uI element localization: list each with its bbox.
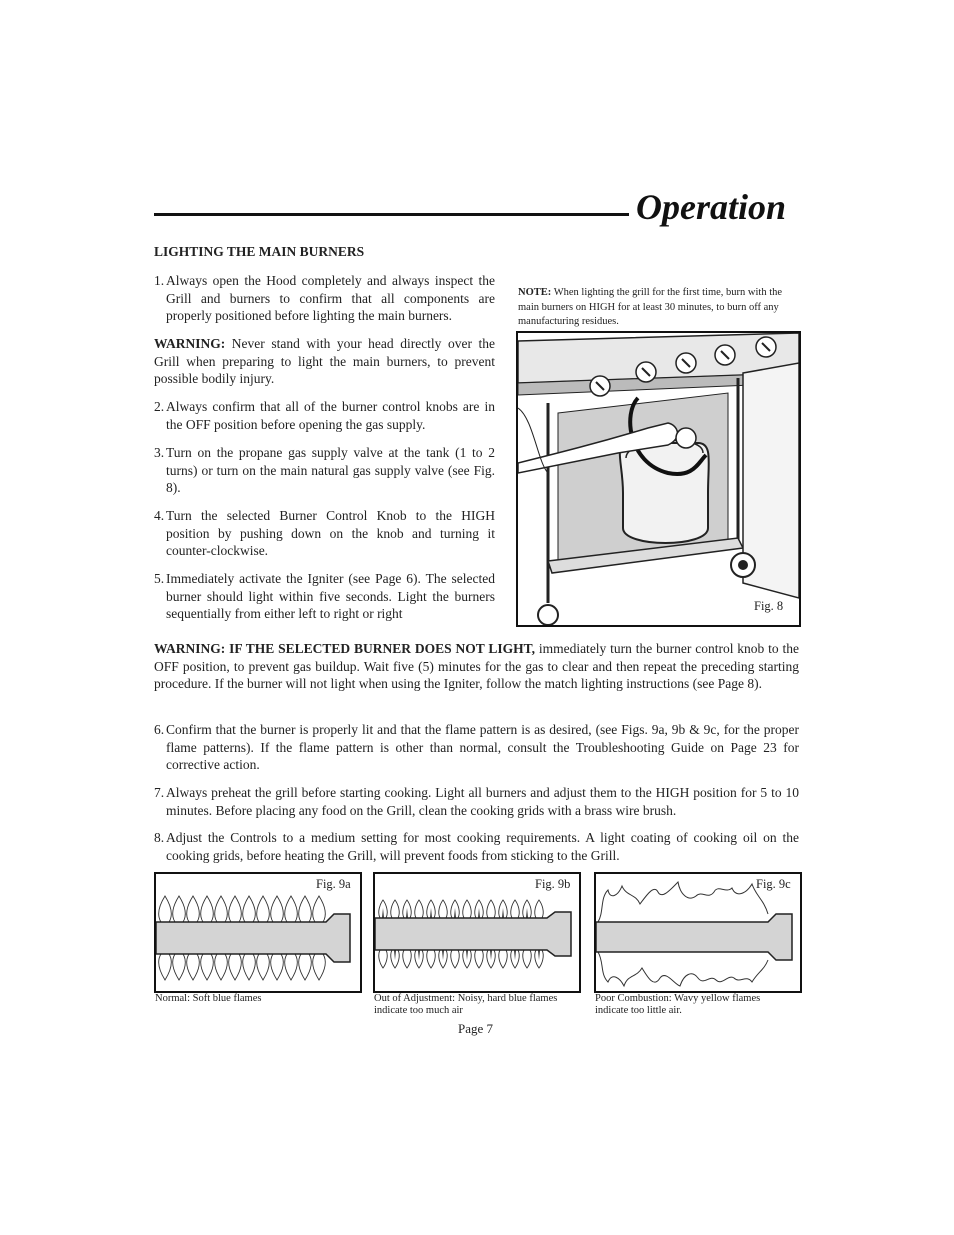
step-4	[154, 507, 495, 560]
title-rule	[154, 213, 629, 216]
section-heading: LIGHTING THE MAIN BURNERS	[154, 244, 365, 259]
step-text: Always preheat the grill before starting cooking. Light all burners and adjust them to the HIGH position for 5 to 10 minutes. Before placing any food on the Grill, clean the cooking grids with a brass wire brush.	[166, 785, 799, 818]
warning-text: Never stand with your head directly over the Grill when preparing to light the main burners, to prevent possible bodily injury.	[154, 336, 495, 386]
step-number: 6.	[154, 722, 165, 737]
step-number: 3.	[154, 445, 165, 460]
step-5	[154, 570, 495, 623]
step-7	[154, 784, 799, 819]
note-text: When lighting the grill for the first time, burn with the main burners on HIGH for at least 30 minutes, to burn off any manufacturing residues.	[518, 287, 783, 327]
step-number: 5.	[154, 571, 165, 586]
step-number: 2.	[154, 399, 165, 414]
warning-no-light	[154, 640, 799, 693]
step-number: 1.	[154, 273, 165, 288]
fig-9b-illustration	[373, 872, 581, 993]
warning-text: immediately turn the burner control knob to the OFF position, to prevent gas buildup. Wait five (5) minutes for the gas to clear and then repeat the preceding starting procedure. If the burner will not light when using the Igniter, follow the match lighting instructions (see Page 8).	[154, 641, 800, 691]
page-number: Page 7	[458, 1021, 494, 1036]
step-1	[154, 272, 495, 325]
grill-tank-drawing	[518, 333, 799, 625]
note-label: NOTE:	[518, 287, 552, 298]
fig-9c-illustration	[594, 872, 802, 993]
fig-9a-label: Fig. 9a	[316, 877, 351, 891]
step-6	[154, 721, 799, 774]
step-3	[154, 444, 495, 497]
fig-9c-label: Fig. 9c	[756, 877, 791, 891]
first-use-note	[518, 286, 799, 330]
step-text: Turn the selected Burner Control Knob to the HIGH position by pushing down on the knob and turning it counter-clockwise.	[166, 508, 495, 558]
fig-8-label: Fig. 8	[754, 599, 784, 613]
step-text: Always open the Hood completely and always inspect the Grill and burners to confirm that all components are properly positioned before lighting the main burners.	[166, 273, 495, 323]
step-8	[154, 829, 799, 864]
step-text: Immediately activate the Igniter (see Page 6). The selected burner should light within five seconds. Light the burners sequentially from either left to right or right	[166, 571, 495, 621]
warning-label: WARNING: IF THE SELECTED BURNER DOES NOT LIGHT,	[154, 641, 535, 656]
fig-8-illustration	[516, 331, 801, 627]
step-text: Turn on the propane gas supply valve at the tank (1 to 2 turns) or turn on the main natural gas supply valve (see Fig. 8).	[166, 445, 495, 495]
fig-9a-illustration	[154, 872, 362, 993]
fig-9b-label: Fig. 9b	[535, 877, 571, 891]
step-number: 8.	[154, 830, 165, 845]
fig-9c-caption: Poor Combustion: Wavy yellow flames indicate too little air.	[595, 993, 761, 1016]
page-title: Operation	[636, 187, 787, 227]
fig-9b-caption: Out of Adjustment: Noisy, hard blue flames indicate too much air	[374, 993, 558, 1016]
step-number: 4.	[154, 508, 165, 523]
step-text: Adjust the Controls to a medium setting for most cooking requirements. A light coating of cooking oil on the cooking grids, before heating the Grill, will prevent foods from sticking to the Grill.	[166, 830, 799, 863]
step-number: 7.	[154, 785, 165, 800]
step-text: Confirm that the burner is properly lit and that the flame pattern is as desired, (see Figs. 9a, 9b & 9c, for the proper flame patterns). If the flame pattern is other than normal, consult the Troubleshooting Guide on Page 23 for corrective action.	[166, 722, 799, 772]
step-2	[154, 398, 495, 433]
warning-label: WARNING:	[154, 336, 226, 351]
step-text: Always confirm that all of the burner control knobs are in the OFF position before opening the gas supply.	[166, 399, 495, 432]
warning-head-position	[154, 335, 495, 388]
fig-9a-caption: Normal: Soft blue flames	[155, 993, 262, 1004]
